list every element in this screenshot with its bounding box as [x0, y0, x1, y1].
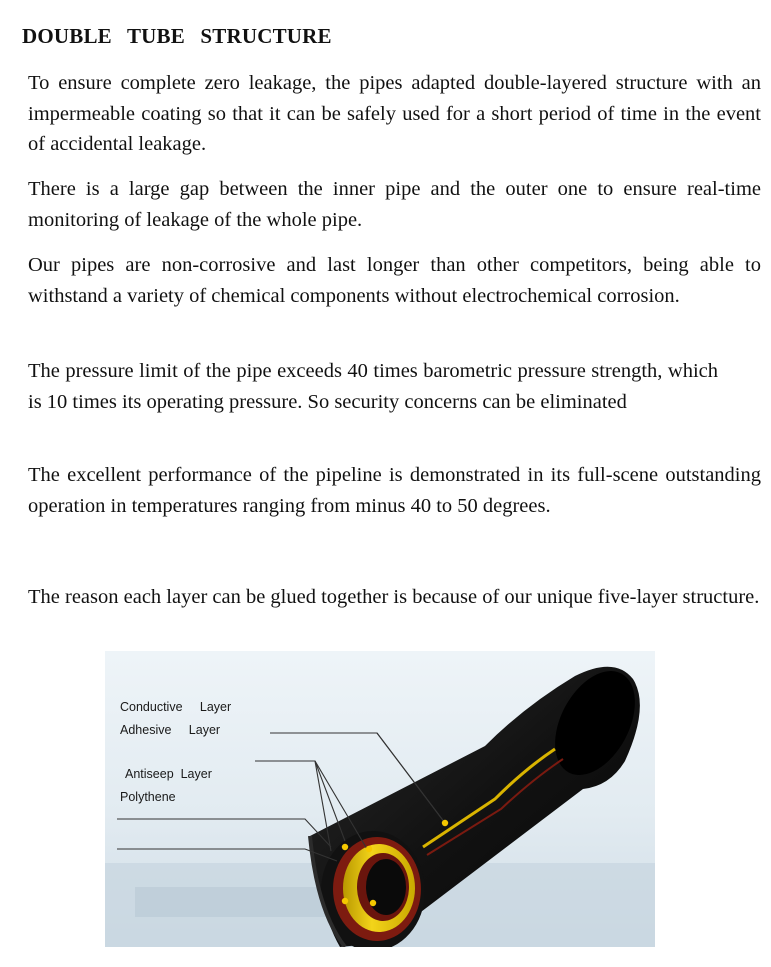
- paragraph-gap-monitoring: There is a large gap between the inner pipe and the outer one to ensure real-time monitoring of leakage of the whole pipe.: [28, 178, 761, 231]
- label-polythene: Polythene: [120, 790, 176, 804]
- paragraph-temperature: The excellent performance of the pipeline is demonstrated in its full-scene outstanding operation in temperatures ranging from minus 40 to 50 degrees.: [28, 464, 761, 517]
- target-dot-2: [342, 844, 348, 850]
- inner-pipe-core: [366, 859, 406, 915]
- page-title: DOUBLE TUBE STRUCTURE: [22, 24, 332, 48]
- label-antiseep-layer: Antiseep Layer: [125, 767, 212, 781]
- pipe-illustration: [105, 651, 655, 947]
- target-dot-5: [370, 900, 376, 906]
- paragraph-five-layer: The reason each layer can be glued together is because of our unique five-layer structure.: [28, 586, 760, 608]
- paragraph-zero-leakage: To ensure complete zero leakage, the pipes adapted double-layered structure with an impermeable coating so that it can be safely used for a short period of time in the event of accidental leakage.: [28, 72, 761, 155]
- label-adhesive-layer: Adhesive Layer: [120, 723, 221, 737]
- label-conductive-layer: Conductive Layer: [120, 700, 232, 714]
- paragraph-pressure-limit: The pressure limit of the pipe exceeds 40 times barometric pressure strength, which is 10 times its operating pressure. So security concerns can be eliminated: [28, 360, 718, 413]
- target-dot-4: [342, 898, 348, 904]
- target-dot-3: [366, 846, 372, 852]
- target-dot-1: [442, 820, 448, 826]
- pipe-structure-figure: [105, 651, 655, 947]
- paragraph-non-corrosive: Our pipes are non-corrosive and last longer than other competitors, being able to withstand a variety of chemical components without electrochemical corrosion.: [28, 254, 761, 307]
